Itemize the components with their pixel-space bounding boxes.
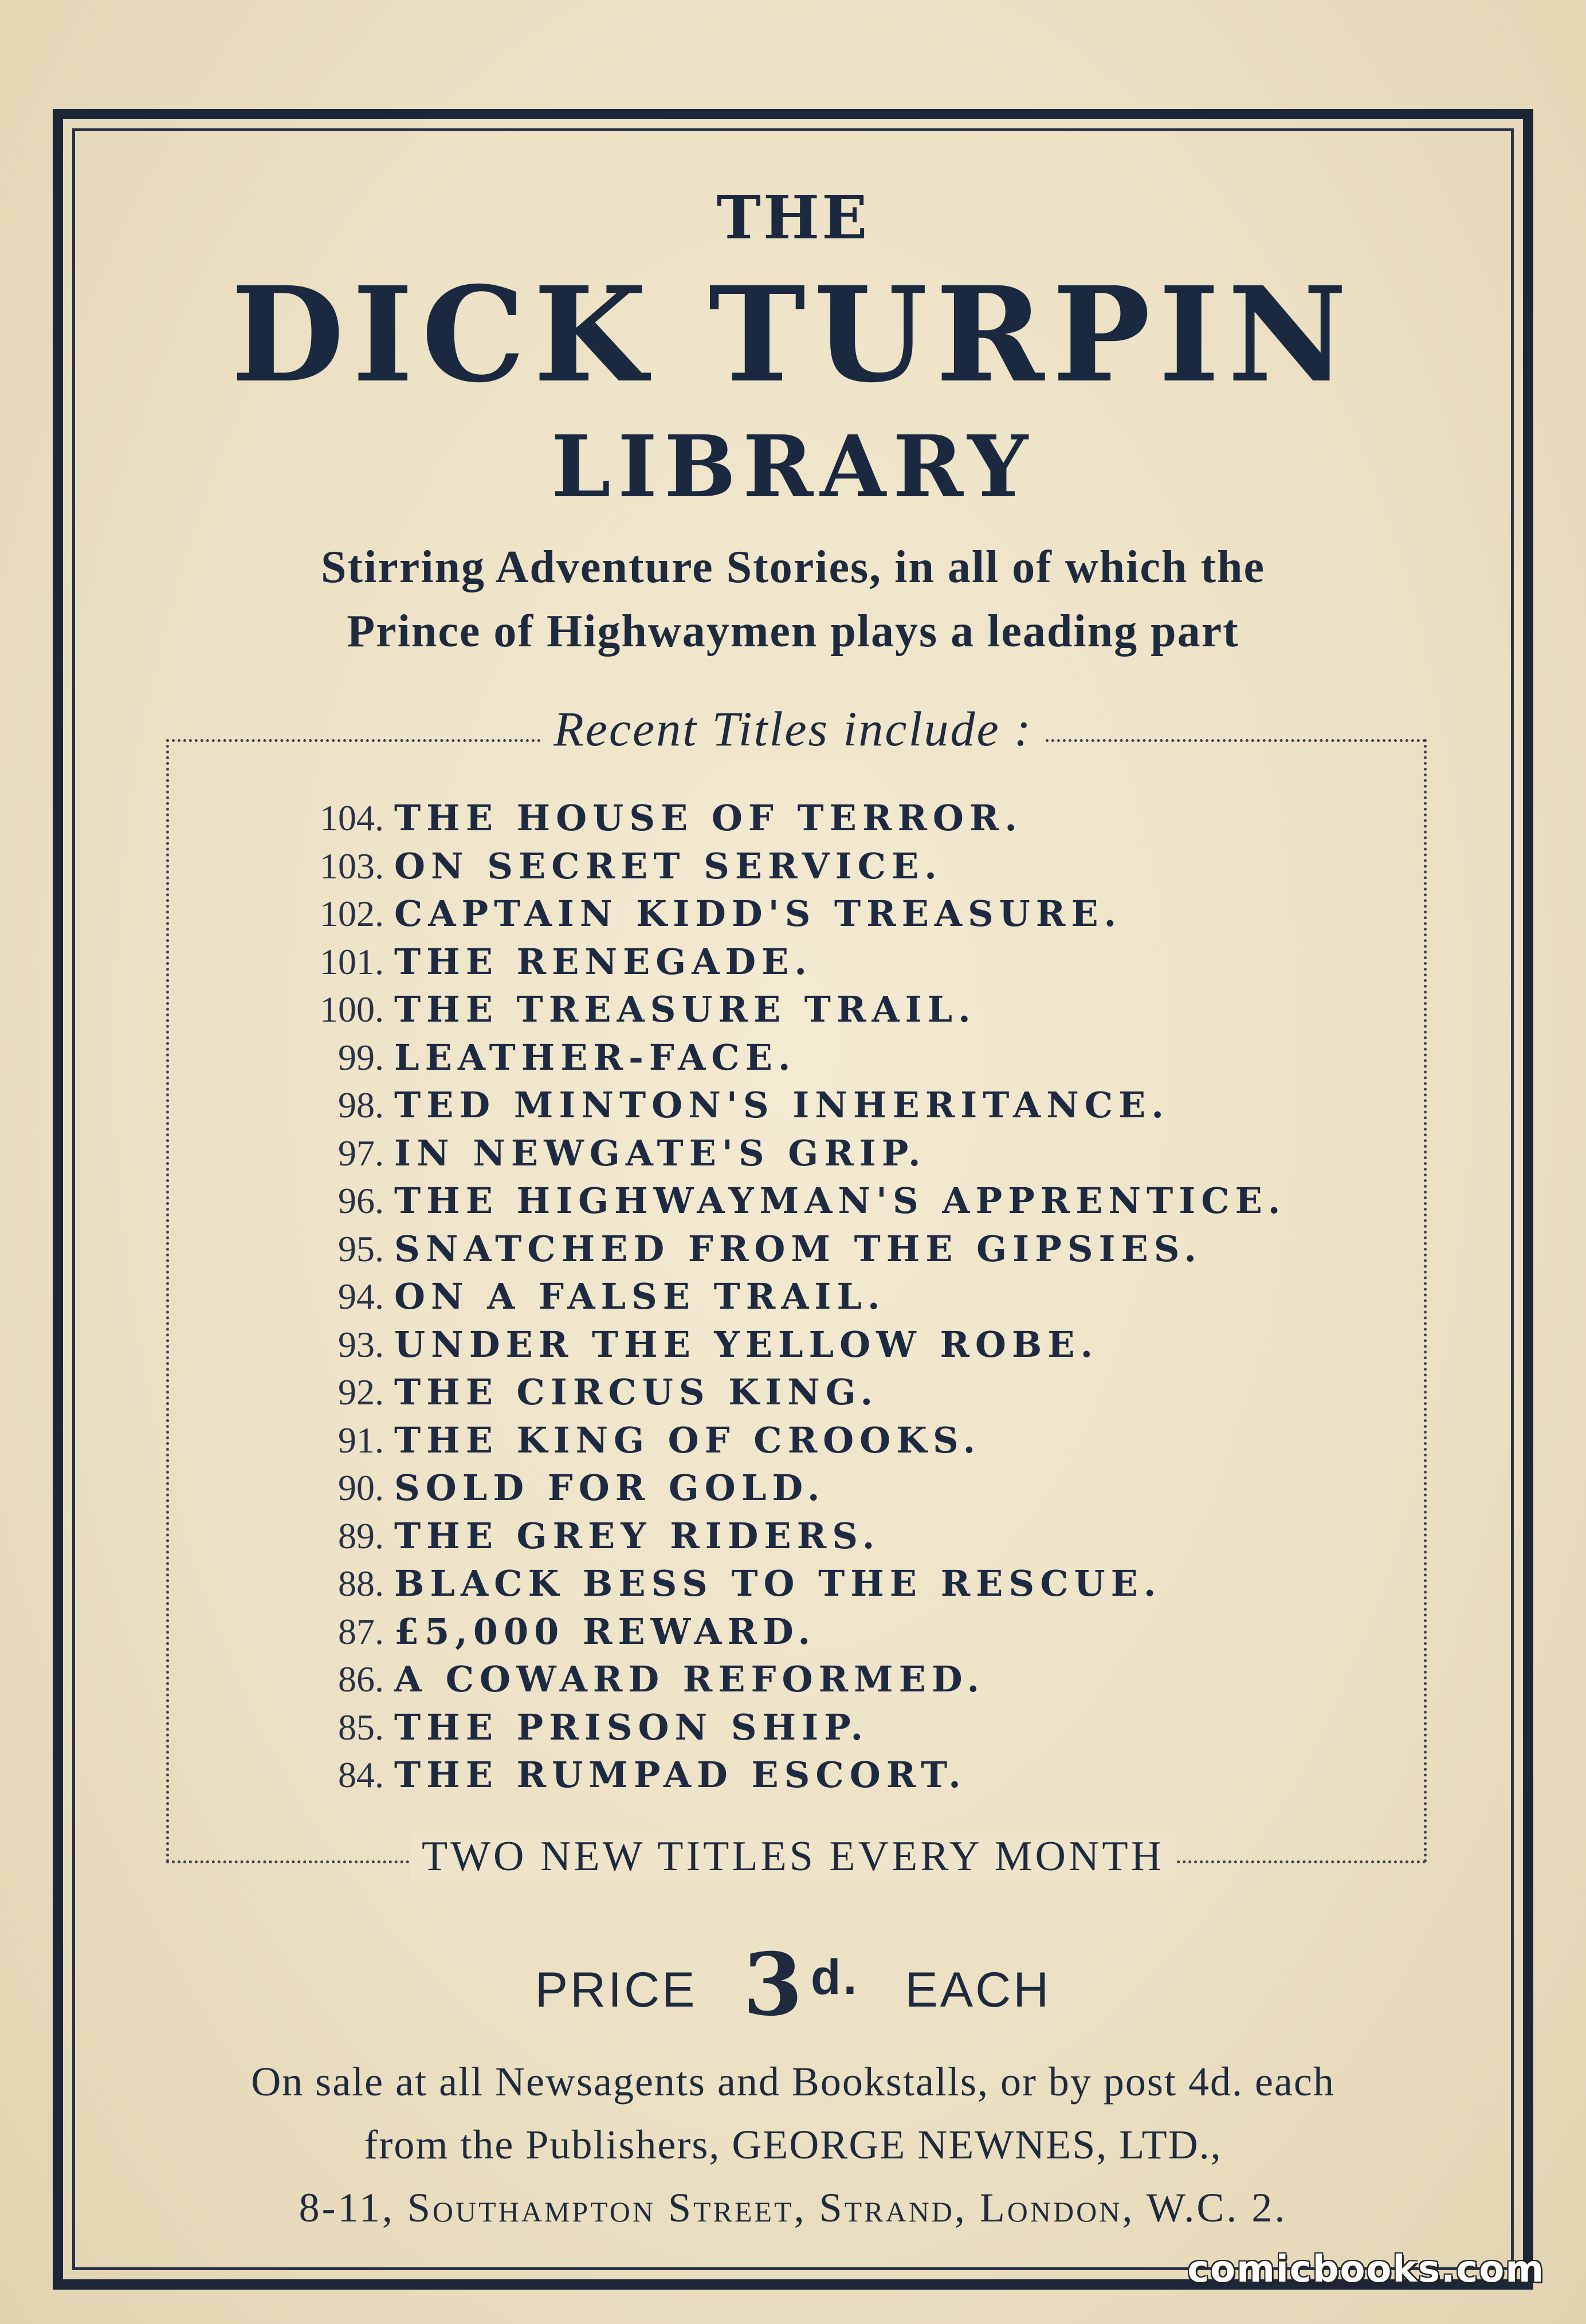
list-item xyxy=(281,1034,1369,1082)
title-text: THE CIRCUS KING. xyxy=(394,1371,879,1413)
price-unit: d. xyxy=(810,1950,859,2005)
title-text: £5,000 REWARD. xyxy=(394,1610,816,1652)
title-text: SOLD FOR GOLD. xyxy=(394,1467,826,1509)
list-item xyxy=(281,1177,1369,1225)
page-title: DICK TURPIN xyxy=(231,258,1355,411)
title-text: THE HIGHWAYMAN'S APPRENTICE. xyxy=(394,1180,1286,1222)
subtitle xyxy=(0,535,1586,664)
subtitle-line-2: Prince of Highwaymen plays a leading part xyxy=(347,606,1239,657)
list-item xyxy=(281,1321,1369,1369)
title-text: THE HOUSE OF TERROR. xyxy=(394,797,1023,839)
list-item xyxy=(281,1225,1369,1273)
title-number: 99. xyxy=(338,1037,384,1078)
list-item xyxy=(281,1273,1369,1321)
title-number: 85. xyxy=(338,1706,384,1748)
title-number: 102. xyxy=(320,893,384,934)
title-number: 90. xyxy=(338,1467,384,1508)
title-text: THE KING OF CROOKS. xyxy=(394,1419,982,1461)
title-text: UNDER THE YELLOW ROBE. xyxy=(394,1323,1099,1365)
title-number: 89. xyxy=(338,1515,384,1556)
title-number: 104. xyxy=(320,798,384,838)
monthly-note-label: TWO NEW TITLES EVERY MONTH xyxy=(410,1832,1176,1881)
title-text: LEATHER-FACE. xyxy=(394,1036,796,1078)
recent-titles-label: Recent Titles include : xyxy=(541,700,1045,757)
list-item xyxy=(281,1129,1369,1177)
list-item xyxy=(281,890,1369,938)
title-text: THE PRISON SHIP. xyxy=(394,1706,869,1748)
title-text: CAPTAIN KIDD'S TREASURE. xyxy=(394,893,1122,935)
title-text: IN NEWGATE'S GRIP. xyxy=(394,1132,927,1174)
recent-titles-heading xyxy=(0,700,1586,757)
list-item xyxy=(281,1416,1369,1465)
price-suffix: EACH xyxy=(905,1962,1051,2017)
list-item xyxy=(281,794,1369,842)
title-number: 87. xyxy=(338,1611,384,1652)
list-item xyxy=(281,986,1369,1034)
price-line xyxy=(0,1934,1586,2035)
price-amount: 3 xyxy=(743,1934,805,2035)
title-text: SNATCHED FROM THE GIPSIES. xyxy=(394,1227,1202,1270)
watermark: comicbooks.com xyxy=(1187,2248,1545,2291)
title-text: TED MINTON'S INHERITANCE. xyxy=(394,1084,1169,1126)
title-number: 86. xyxy=(338,1659,384,1699)
publisher-address: 8-11, Southampton Street, Strand, London, W.C. 2. xyxy=(299,2185,1287,2231)
list-item xyxy=(281,1751,1369,1799)
list-item xyxy=(281,1368,1369,1416)
title-text: ON A FALSE TRAIL. xyxy=(394,1275,886,1317)
header-library: LIBRARY xyxy=(551,417,1035,516)
title-text: ON SECRET SERVICE. xyxy=(394,845,943,887)
title-text: BLACK BESS TO THE RESCUE. xyxy=(394,1563,1162,1604)
title-number: 94. xyxy=(338,1276,384,1317)
publisher-info xyxy=(0,2050,1586,2239)
title-number: 97. xyxy=(338,1132,384,1173)
title-text: A COWARD REFORMED. xyxy=(394,1658,986,1700)
list-item xyxy=(281,1081,1369,1129)
title-number: 103. xyxy=(320,845,384,886)
list-item xyxy=(281,1703,1369,1752)
title-number: 98. xyxy=(338,1085,384,1125)
list-item xyxy=(281,938,1369,986)
title-text: THE GREY RIDERS. xyxy=(394,1514,881,1557)
header-the: THE xyxy=(716,182,870,253)
title-number: 101. xyxy=(320,941,384,982)
monthly-note xyxy=(0,1832,1586,1881)
title-text: THE RENEGADE. xyxy=(394,940,812,983)
list-item xyxy=(281,842,1369,890)
list-item xyxy=(281,1560,1369,1608)
list-item xyxy=(281,1464,1369,1512)
info-line-2: from the Publishers, GEORGE NEWNES, LTD., xyxy=(364,2122,1222,2168)
price-label: PRICE xyxy=(535,1962,697,2017)
title-number: 96. xyxy=(338,1180,384,1221)
titles-list xyxy=(281,794,1369,1799)
title-text: THE TREASURE TRAIL. xyxy=(394,988,976,1030)
title-number: 100. xyxy=(320,989,384,1030)
list-item xyxy=(281,1512,1369,1560)
title-number: 91. xyxy=(338,1419,384,1461)
title-number: 84. xyxy=(338,1754,384,1795)
title-number: 92. xyxy=(338,1372,384,1412)
info-line-1: On sale at all Newsagents and Bookstalls, or by post 4d. each xyxy=(251,2059,1335,2105)
title-number: 95. xyxy=(338,1228,384,1269)
list-item xyxy=(281,1655,1369,1703)
subtitle-line-1: Stirring Adventure Stories, in all of which the xyxy=(320,542,1266,592)
list-item xyxy=(281,1608,1369,1656)
title-number: 93. xyxy=(338,1324,384,1365)
title-number: 88. xyxy=(338,1563,384,1604)
title-text: THE RUMPAD ESCORT. xyxy=(394,1754,967,1796)
